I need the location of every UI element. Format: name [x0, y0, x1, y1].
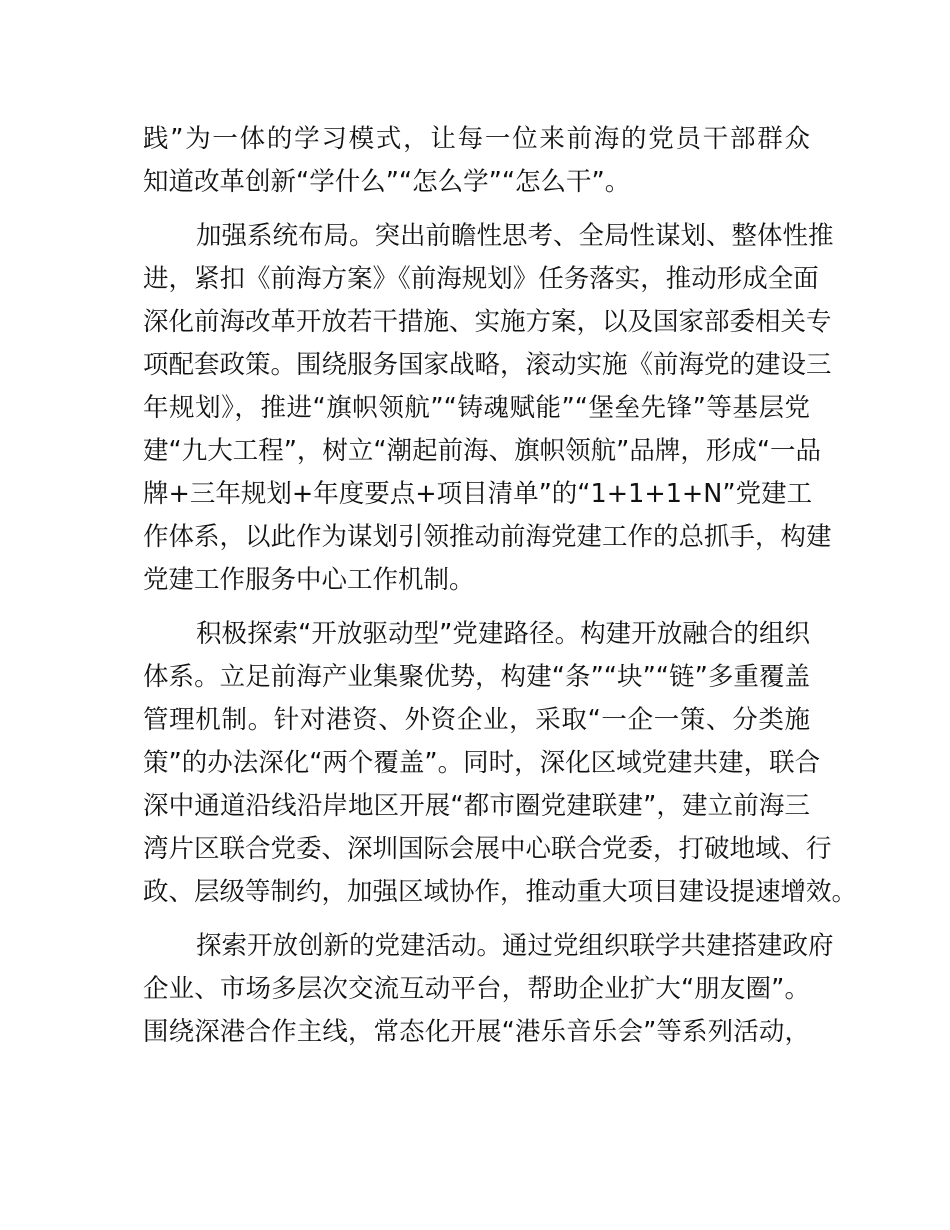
text-line: 体系。立足前海产业集聚优势，构建“条”“块”“链”多重覆盖 [143, 662, 810, 692]
text-line: 党建工作服务中心工作机制。 [143, 565, 475, 595]
text-line: 政、层级等制约，加强区域协作，推动重大项目建设提速增效。 [143, 877, 858, 907]
text-line: 探索开放创新的党建活动。通过党组织联学共建搭建政府 [196, 931, 834, 961]
text-line: 加强系统布局。突出前瞻性思考、全局性谋划、整体性推 [196, 221, 834, 251]
text-line: 牌+三年规划+年度要点+项目清单”的“1+1+1+N”党建工 [143, 479, 813, 509]
paragraph [143, 215, 834, 602]
text-line: 践”为一体的学习模式，让每一位来前海的党员干部群众 [143, 124, 810, 154]
paragraph [143, 925, 834, 1054]
text-line: 湾片区联合党委、深圳国际会展中心联合党委，打破地域、行 [143, 834, 832, 864]
text-line: 策”的办法深化“两个覆盖”。同时，深化区域党建共建，联合 [143, 748, 821, 778]
text-line: 年规划》，推进“旗帜领航”“铸魂赋能”“堡垒先锋”等基层党 [143, 393, 810, 423]
text-line: 深化前海改革开放若干措施、实施方案，以及国家部委相关专 [143, 307, 832, 337]
text-line: 积极探索“开放驱动型”党建路径。构建开放融合的组织 [196, 619, 810, 649]
document-body [143, 118, 858, 1065]
text-line: 管理机制。针对港资、外资企业，采取“一企一策、分类施 [143, 705, 810, 735]
text-line: 围绕深港合作主线，常态化开展“港乐音乐会”等系列活动， [143, 1017, 810, 1047]
text-line: 进，紧扣《前海方案》《前海规划》任务落实，推动形成全面 [143, 264, 819, 294]
text-line: 作体系，以此作为谋划引领推动前海党建工作的总抓手，构建 [143, 522, 832, 552]
paragraph [143, 118, 810, 204]
text-line: 深中通道沿线沿岸地区开展“都市圈党建联建”，建立前海三 [143, 791, 810, 821]
text-line: 知道改革创新“学什么”“怎么学”“怎么干”。 [143, 167, 631, 197]
text-line: 建“九大工程”，树立“潮起前海、旗帜领航”品牌，形成“一品 [143, 436, 822, 466]
text-line: 项配套政策。围绕服务国家战略，滚动实施《前海党的建设三 [143, 350, 832, 380]
paragraph [143, 613, 858, 914]
text-line: 企业、市场多层次交流互动平台，帮助企业扩大“朋友圈”。 [143, 974, 810, 1004]
